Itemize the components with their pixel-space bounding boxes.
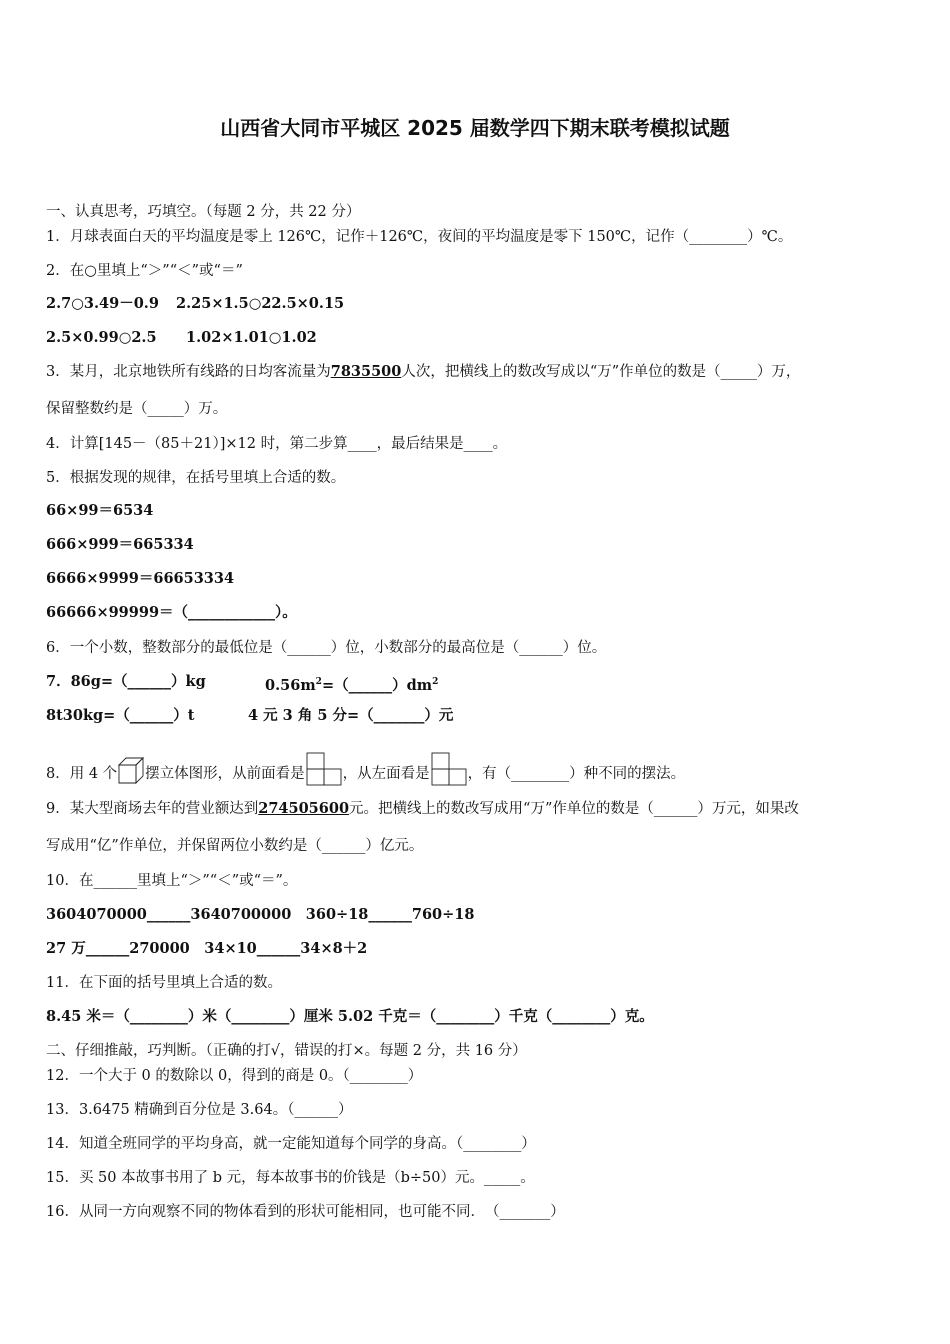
section-1-heading: 一、认真思考，巧填空。（每题 2 分，共 22 分）: [46, 204, 361, 220]
question-9-suffix: 元。把横线上的数改写成用“万”作单位的数是（______）万元，如果改: [349, 801, 799, 817]
question-9-number: 274505600: [258, 800, 350, 817]
question-2-item-a1: 2.7○3.49－0.9: [46, 295, 159, 312]
question-11: 11．在下面的括号里填上合适的数。: [46, 975, 282, 991]
question-2-item-b2: 1.02×1.01○1.02: [186, 329, 317, 346]
section-2-heading: 二、仔细推敲，巧判断。（正确的打√，错误的打×。每题 2 分，共 16 分）: [46, 1043, 527, 1059]
question-10-row-2: 27 万______270000 34×10______34×8＋2: [46, 940, 368, 957]
question-3: [46, 362, 800, 382]
question-5: 5．根据发现的规律，在括号里填上合适的数。: [46, 470, 346, 486]
front-view-icon: [306, 752, 342, 786]
question-4: 4．计算[145－（85＋21）]×12 时，第二步算____，最后结果是____。: [46, 436, 508, 452]
question-1: 1．月球表面白天的平均温度是零上 126℃，记作＋126℃，夜间的平均温度是零下 150℃，记作（________）℃。: [46, 229, 793, 245]
question-6: 6．一个小数，整数部分的最低位是（______）位，小数部分的最高位是（______）位。: [46, 640, 607, 656]
question-7-item-a: 7．86g=（______）kg: [46, 673, 206, 690]
question-7-item-c: 8t30kg=（______）t: [46, 707, 195, 724]
question-8: [46, 752, 685, 786]
question-10: 10．在______里填上“＞”“＜”或“＝”。: [46, 873, 298, 889]
question-8-part-c: ，从左面看是: [342, 766, 430, 782]
question-8-part-a: 8．用 4 个: [46, 766, 118, 782]
question-5-pattern-3: 6666×9999＝66653334: [46, 570, 235, 587]
question-7-item-b: [265, 672, 438, 696]
question-8-part-b: 摆立体图形，从前面看是: [145, 766, 305, 782]
question-7-b-exponent: 2: [315, 677, 322, 687]
left-view-icon: [431, 752, 467, 786]
question-15: 15．买 50 本故事书用了 b 元，每本故事书的价钱是（b÷50）元。_____。: [46, 1170, 535, 1186]
question-14: 14．知道全班同学的平均身高，就一定能知道每个同学的身高。（________）: [46, 1136, 536, 1152]
question-2-item-a2: 2.25×1.5○22.5×0.15: [176, 295, 345, 312]
question-7-b-prefix: 0.56m: [265, 676, 316, 694]
cube-icon: [118, 756, 144, 784]
question-7-b-middle: =（______）dm: [321, 676, 433, 694]
question-2: 2．在○里填上“＞”“＜”或“＝”: [46, 263, 243, 279]
question-9-line-2: 写成用“亿”作单位，并保留两位小数约是（______）亿元。: [46, 838, 424, 854]
question-7-item-d: 4 元 3 角 5 分=（_______）元: [248, 707, 454, 724]
question-2-item-b1: 2.5×0.99○2.5: [46, 329, 157, 346]
question-12: 12．一个大于 0 的数除以 0，得到的商是 0。（________）: [46, 1068, 423, 1084]
question-3-number: 7835500: [330, 363, 402, 380]
question-3-line-2: 保留整数约是（_____）万。: [46, 401, 228, 417]
question-9: [46, 799, 799, 819]
question-10-row-1: 3604070000______3640700000 360÷18______760÷18: [46, 906, 475, 923]
question-16: 16．从同一方向观察不同的物体看到的形状可能相同，也可能不同． （_______）: [46, 1204, 565, 1220]
question-3-suffix: 人次，把横线上的数改写成以“万”作单位的数是（_____）万，: [401, 364, 801, 380]
question-9-prefix: 9．某大型商场去年的营业额达到: [46, 801, 259, 817]
question-7-b-exponent-2: 2: [432, 677, 439, 687]
question-13: 13．3.6475 精确到百分位是 3.64。（______）: [46, 1102, 353, 1118]
exam-title: 山西省大同市平城区 2025 届数学四下期末联考模拟试题: [220, 116, 730, 140]
question-5-pattern-1: 66×99＝6534: [46, 502, 154, 519]
question-11-row-1: 8.45 米＝（________）米（________）厘米 5.02 千克＝（________）千克（________）克。: [46, 1008, 654, 1025]
question-8-part-d: ，有（________）种不同的摆法。: [467, 766, 686, 782]
question-5-pattern-4: 66666×99999＝（____________）。: [46, 604, 297, 621]
question-3-prefix: 3．某月，北京地铁所有线路的日均客流量为: [46, 364, 331, 380]
question-5-pattern-2: 666×999＝665334: [46, 536, 194, 553]
